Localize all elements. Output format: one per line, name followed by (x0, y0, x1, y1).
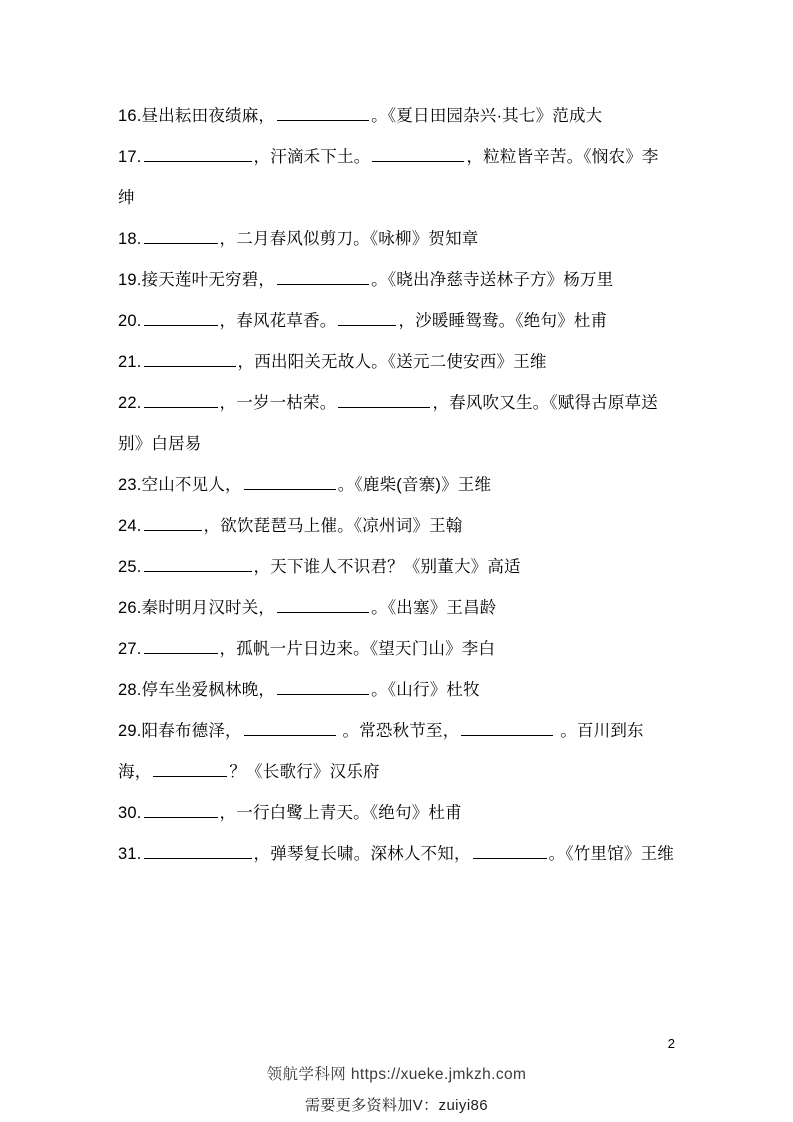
answer-blank[interactable] (277, 597, 369, 613)
question-line (118, 506, 675, 547)
question-text: ，弹琴复长啸。深林人不知， (253, 845, 471, 863)
question-line (118, 629, 675, 670)
question-text: 25. (118, 558, 142, 576)
question-text: 26.秦时明月汉时关， (118, 599, 276, 617)
answer-blank[interactable] (144, 392, 218, 408)
question-line (118, 260, 675, 301)
question-line (118, 383, 675, 465)
question-text: 。《晓出净慈寺送林子方》杨万里 (371, 271, 614, 289)
question-line (118, 96, 675, 137)
question-text: 。常恐秋节至， (337, 722, 460, 740)
question-text: 28.停车坐爱枫林晚， (118, 681, 276, 699)
answer-blank[interactable] (461, 720, 553, 736)
answer-blank[interactable] (144, 310, 218, 326)
question-line (118, 834, 675, 875)
question-text: 16.昼出耘田夜绩麻， (118, 107, 276, 125)
answer-blank[interactable] (144, 638, 218, 654)
question-text: 27. (118, 640, 142, 658)
question-text: 。《出塞》王昌龄 (371, 599, 497, 617)
answer-blank[interactable] (338, 310, 396, 326)
question-line (118, 137, 675, 219)
question-text: ，沙暖睡鸳鸯。《绝句》杜甫 (398, 312, 608, 330)
question-text: 23.空山不见人， (118, 476, 242, 494)
question-line (118, 219, 675, 260)
question-text: 19.接天莲叶无穷碧， (118, 271, 276, 289)
question-text: 21. (118, 353, 142, 371)
answer-blank[interactable] (144, 146, 252, 162)
footer-site: 领航学科网 https://xueke.jmkzh.com (266, 1066, 527, 1083)
answer-blank[interactable] (277, 679, 369, 695)
question-line (118, 342, 675, 383)
question-text: ？《长歌行》汉乐府 (229, 763, 380, 781)
question-text: 17. (118, 148, 142, 166)
answer-blank[interactable] (153, 761, 227, 777)
question-text: ，春风吹又生。《赋得古原草送别》白居易 (118, 394, 659, 453)
question-text: 。《山行》杜牧 (371, 681, 480, 699)
answer-blank[interactable] (144, 556, 252, 572)
question-line (118, 301, 675, 342)
answer-blank[interactable] (372, 146, 464, 162)
question-line (118, 547, 675, 588)
question-text: 24. (118, 517, 142, 535)
question-list (118, 96, 675, 875)
answer-blank[interactable] (277, 269, 369, 285)
question-text: ，欲饮琵琶马上催。《凉州词》王翰 (203, 517, 463, 535)
question-line (118, 711, 675, 793)
question-line (118, 793, 675, 834)
question-line (118, 465, 675, 506)
question-text: ，天下谁人不识君？《别董大》高适 (253, 558, 521, 576)
question-text: ，粒粒皆辛苦。《悯农》李绅 (118, 148, 659, 207)
answer-blank[interactable] (144, 802, 218, 818)
question-text: 。《夏日田园杂兴·其七》范成大 (371, 107, 603, 125)
question-text: 29.阳春布德泽， (118, 722, 242, 740)
answer-blank[interactable] (244, 720, 336, 736)
question-text: ，汗滴禾下土。 (253, 148, 371, 166)
question-text: 。百川到东海， (118, 722, 644, 781)
footer-contact: 需要更多资料加V：zuiyi86 (304, 1097, 489, 1114)
answer-blank[interactable] (144, 843, 252, 859)
page-number: 2 (667, 1036, 675, 1051)
question-line (118, 588, 675, 629)
question-text: ，春风花草香。 (219, 312, 337, 330)
question-text: 30. (118, 804, 142, 822)
question-text: ，西出阳关无故人。《送元二使安西》王维 (237, 353, 547, 371)
question-text: 。《竹里馆》王维 (548, 845, 675, 863)
answer-blank[interactable] (144, 515, 202, 531)
question-line (118, 670, 675, 711)
question-text: 31. (118, 845, 142, 863)
question-text: 20. (118, 312, 142, 330)
answer-blank[interactable] (144, 228, 218, 244)
question-text: 18. (118, 230, 142, 248)
question-text: ，二月春风似剪刀。《咏柳》贺知章 (219, 230, 479, 248)
question-text: ，一行白鹭上青天。《绝句》杜甫 (219, 804, 462, 822)
question-text: ，孤帆一片日边来。《望天门山》李白 (219, 640, 496, 658)
answer-blank[interactable] (244, 474, 336, 490)
question-text: 。《鹿柴(音寨)》王维 (337, 476, 492, 494)
answer-blank[interactable] (473, 843, 547, 859)
question-text: ，一岁一枯荣。 (219, 394, 337, 412)
answer-blank[interactable] (144, 351, 236, 367)
answer-blank[interactable] (338, 392, 430, 408)
answer-blank[interactable] (277, 105, 369, 121)
question-text: 22. (118, 394, 142, 412)
